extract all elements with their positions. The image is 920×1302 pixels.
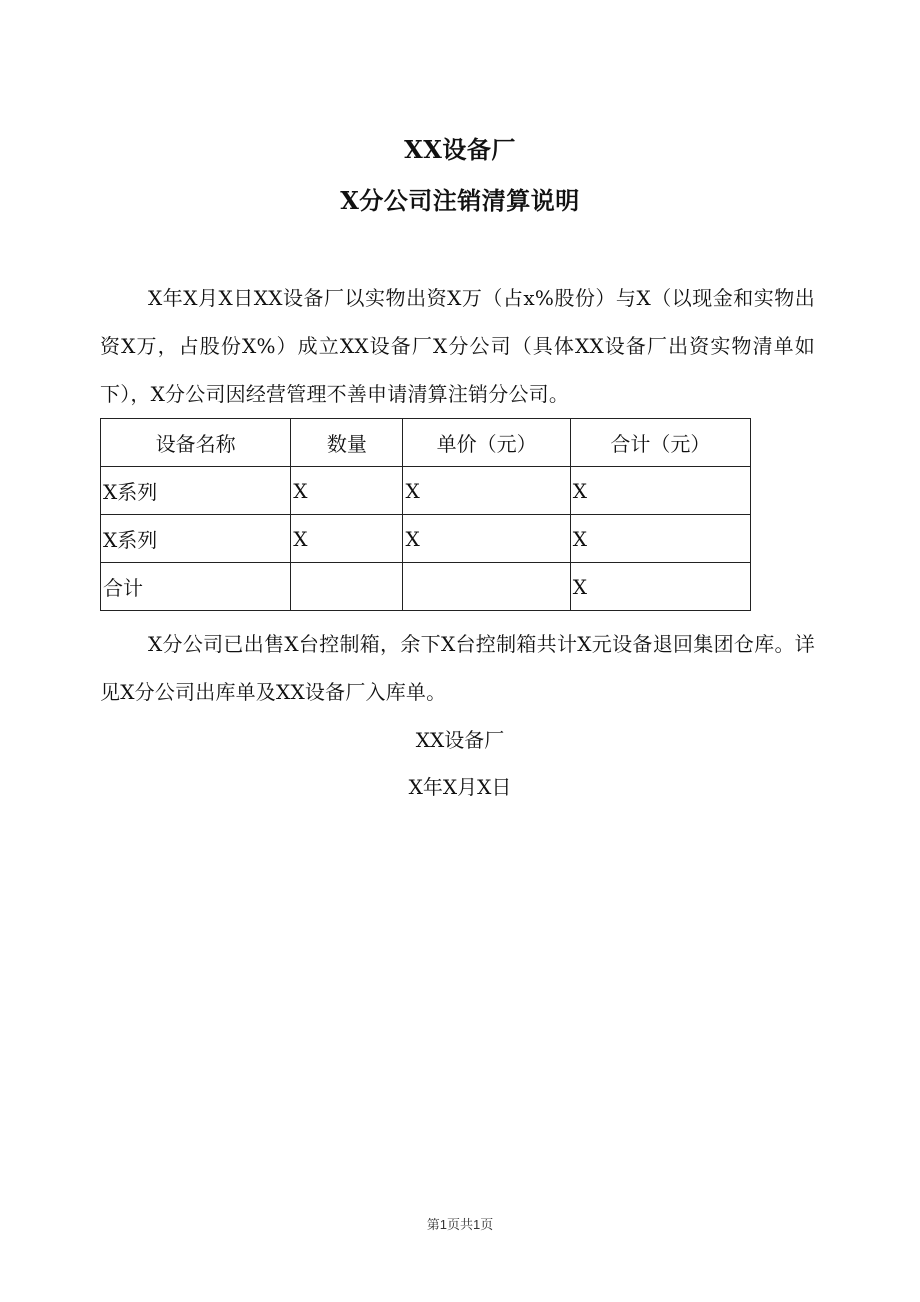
header-quantity: 数量 xyxy=(291,419,403,467)
cell-quantity xyxy=(291,563,403,611)
cell-equipment-name: X系列 xyxy=(101,467,291,515)
page-number-footer: 第1页共1页 xyxy=(426,1217,494,1232)
body-paragraph-disposition: X分公司已出售X台控制箱，余下X台控制箱共计X元设备退回集团仓库。详见X分公司出库单及XX设备厂入库单。 xyxy=(100,632,815,704)
cell-equipment-name: X系列 xyxy=(101,515,291,563)
table-header-row xyxy=(101,419,751,467)
header-total: 合计（元） xyxy=(570,419,750,467)
table-row xyxy=(101,515,751,563)
table-row xyxy=(101,467,751,515)
cell-grand-total: X xyxy=(570,563,750,611)
header-unit-price: 单价（元） xyxy=(403,419,570,467)
cell-unit-price: X xyxy=(403,515,570,563)
cell-quantity: X xyxy=(291,515,403,563)
cell-total: X xyxy=(570,515,750,563)
signature-date: X年X月X日 xyxy=(408,775,512,799)
equipment-table xyxy=(100,418,751,611)
cell-total-label: 合计 xyxy=(101,563,291,611)
signature-organization: XX设备厂 xyxy=(415,728,505,752)
body-paragraph-intro: X年X月X日XX设备厂以实物出资X万（占x%股份）与X（以现金和实物出资X万，占股份X%）成立XX设备厂X分公司（具体XX设备厂出资实物清单如下），X分公司因经营管理不善申请清算注销分公司。 xyxy=(100,286,815,406)
document-title-subject: X分公司注销清算说明 xyxy=(340,186,580,215)
document-title-company: XX设备厂 xyxy=(404,135,516,164)
cell-unit-price xyxy=(403,563,570,611)
header-equipment-name: 设备名称 xyxy=(101,419,291,467)
table-total-row xyxy=(101,563,751,611)
cell-unit-price: X xyxy=(403,467,570,515)
cell-quantity: X xyxy=(291,467,403,515)
cell-total: X xyxy=(570,467,750,515)
